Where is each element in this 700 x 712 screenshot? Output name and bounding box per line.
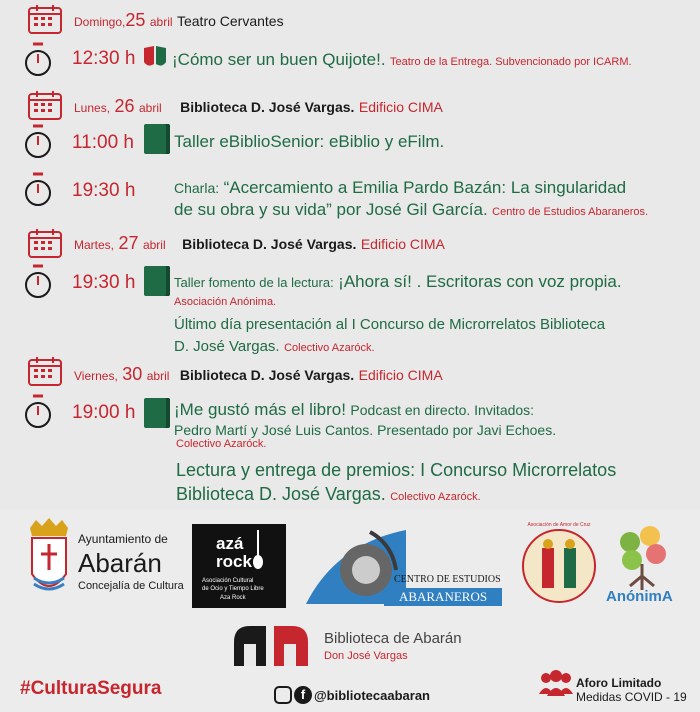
day-header-4: Viernes, 30 abril Biblioteca D. José Vargas. Edificio CIMA (74, 364, 443, 384)
event-4-note: Asociación Anónima. (174, 296, 277, 308)
book-icon (144, 266, 170, 296)
event-5-line2: Pedro Martí y José Luis Cantos. Presentado por Javi Echoes. (174, 422, 557, 438)
hashtag: #CulturaSegura (20, 678, 162, 699)
people-group-icon (538, 670, 574, 696)
ayto-sub: Concejalía de Cultura (78, 580, 184, 592)
centro-estudios-logo: CENTRO DE ESTUDIOS ABARANEROS (306, 524, 506, 610)
event-5: ¡Me gustó más el libro! Podcast en directo. Invitados: (174, 400, 535, 419)
guitar-icon (252, 530, 264, 570)
anonima-text: AnónimA (606, 588, 673, 605)
instagram-icon[interactable] (274, 686, 292, 704)
event-5-note: Colectivo Azaróck. (176, 438, 267, 450)
event-time: 11:00 h (72, 132, 134, 153)
event-5-line3: Lectura y entrega de premios: I Concurso Microrrelatos (176, 460, 617, 480)
event-5-line4: Biblioteca D. José Vargas. Colectivo Azaróck. (176, 484, 481, 504)
aforo-label: Aforo Limitado (576, 676, 662, 690)
event-time: 19:00 h (72, 402, 136, 423)
event-2: Taller eBiblioSenior: eBiblio y eFilm. (174, 132, 445, 151)
calendar-icon (28, 4, 62, 34)
event-time: 12:30 h (72, 48, 136, 69)
clock-icon (24, 264, 52, 300)
event-3: Charla: “Acercamiento a Emilia Pardo Bazán: La singularidad (174, 178, 627, 197)
ayto-label: Ayuntamiento de (78, 532, 168, 546)
social-handle[interactable]: @bibliotecaabaran (314, 688, 430, 703)
book-icon (144, 124, 170, 154)
calendar-icon (28, 356, 62, 386)
biblioteca-emblem-icon (230, 622, 310, 666)
cofradia-logo: Asociación de Amor de Cruz (520, 520, 598, 612)
clock-icon (24, 172, 52, 208)
facebook-icon[interactable]: f (294, 686, 312, 704)
day-header-1: Domingo,25 abril Teatro Cervantes (74, 10, 284, 30)
clock-icon (24, 394, 52, 430)
anonima-logo (604, 524, 680, 610)
ayuntamiento-logo (26, 518, 186, 608)
clock-icon (24, 42, 52, 78)
azarock-logo: azá rock Asociación Cultural de Ocio y Tiempo Libre Aza Rock (192, 524, 286, 608)
saints-emblem-icon (520, 520, 598, 612)
event-4-line3: D. José Vargas. Colectivo Azaróck. (174, 338, 375, 355)
event-time: 19:30 h (72, 272, 136, 293)
calendar-icon (28, 90, 62, 120)
clock-icon (24, 124, 52, 160)
day-header-3: Martes, 27 abril Biblioteca D. José Vargas. Edificio CIMA (74, 233, 445, 253)
event-time: 19:30 h (72, 180, 136, 201)
tree-icon (612, 524, 672, 590)
event-3-cont: de su obra y su vida” por José Gil García. Centro de Estudios Abaraneros. (174, 200, 649, 219)
calendar-icon (28, 228, 62, 258)
coat-of-arms-icon (26, 518, 72, 604)
theatre-masks-icon (140, 44, 170, 72)
day-header-2: Lunes, 26 abril Biblioteca D. José Vargas. Edificio CIMA (74, 96, 443, 116)
ayto-name: Abarán (78, 548, 162, 578)
book-icon (144, 398, 170, 428)
event-1: ¡Cómo ser un buen Quijote!. Teatro de la Entrega. Subvencionado por ICARM. (172, 50, 632, 69)
covid-label: Medidas COVID - 19 (576, 690, 687, 704)
biblioteca-logo: Biblioteca de Abarán Don José Vargas (230, 620, 490, 670)
event-4-line2: Último día presentación al I Concurso de Microrrelatos Biblioteca (174, 316, 606, 333)
event-4: Taller fomento de la lectura: ¡Ahora sí! . Escritoras con voz propia. (174, 272, 622, 291)
